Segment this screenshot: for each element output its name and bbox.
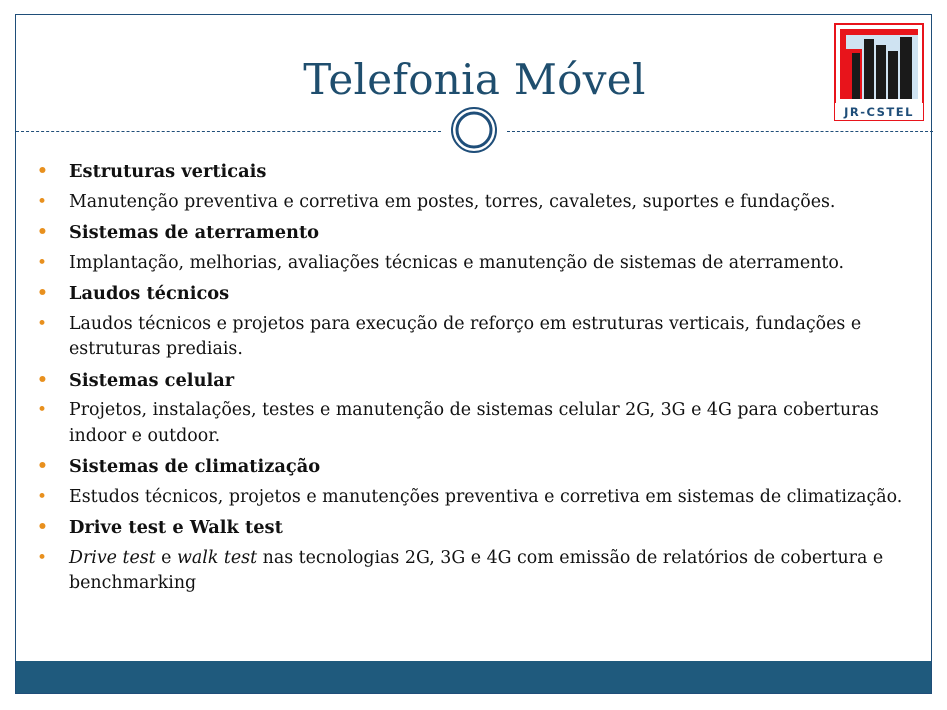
- service-list: [36, 159, 916, 602]
- bullet-icon: •: [37, 369, 48, 390]
- conjunction-text: e: [155, 547, 178, 568]
- bullet-icon: •: [37, 222, 48, 242]
- list-item: • Sistemas de aterramento: [36, 220, 916, 246]
- bullet-icon: •: [37, 161, 48, 181]
- slide: [15, 14, 932, 694]
- bullet-icon: •: [37, 313, 48, 334]
- bullet-icon: •: [37, 456, 48, 476]
- slide-title: Telefonia Móvel: [303, 55, 646, 104]
- company-logo: [834, 23, 924, 121]
- footer-bar: [16, 661, 931, 693]
- list-item: • Sistemas de climatização: [36, 454, 916, 480]
- logo-text: JR-CSTEL: [844, 105, 914, 119]
- list-item: • Drive test e Walk test: [36, 515, 916, 541]
- list-item: • Estudos técnicos, projetos e manutenções preventiva e corretiva em sistemas de climatização.: [36, 485, 916, 511]
- list-item: • Laudos técnicos e projetos para execução de reforço em estruturas verticais, fundações e estruturas prediais.: [37, 313, 862, 359]
- list-item: • Laudos técnicos: [36, 281, 916, 307]
- bullet-icon: •: [37, 252, 48, 273]
- list-item: • Implantação, melhorias, avaliações técnicas e manutenção de sistemas de aterramento.: [36, 251, 916, 277]
- title-divider-left: [16, 131, 441, 132]
- list-item: • Sistemas celular: [36, 368, 916, 394]
- circle-ornament: [450, 106, 498, 154]
- walk-test-term: walk test: [177, 547, 258, 568]
- list-item: • Projetos, instalações, testes e manutenção de sistemas celular 2G, 3G e 4G para coberturas indoor e outdoor.: [37, 400, 879, 446]
- bullet-icon: •: [37, 400, 48, 420]
- bullet-icon: •: [37, 191, 48, 212]
- list-item: • Manutenção preventiva e corretiva em postes, torres, cavaletes, suportes e fundações.: [36, 190, 916, 216]
- drive-test-term: Drive test: [69, 547, 156, 568]
- bullet-icon: •: [37, 283, 48, 303]
- bullet-icon: •: [37, 547, 48, 568]
- bullet-icon: •: [37, 517, 48, 537]
- list-item: • Estruturas verticais: [36, 159, 916, 185]
- drive-test-description: nas tecnologias 2G, 3G e 4G com emissão de relatórios de cobertura e benchmarking: [69, 547, 884, 593]
- list-item: [36, 546, 916, 597]
- bullet-icon: •: [37, 486, 48, 507]
- title-divider-right: [507, 131, 933, 132]
